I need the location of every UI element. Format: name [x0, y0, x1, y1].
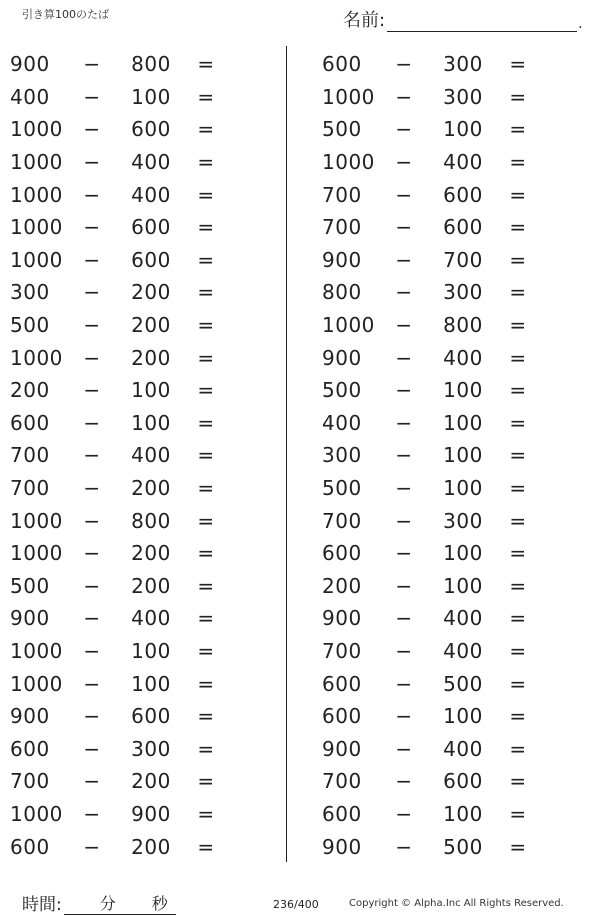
problem-row — [10, 798, 232, 831]
minus-sign: − — [395, 182, 413, 207]
equals-sign: = — [197, 736, 215, 761]
equals-sign: = — [509, 671, 527, 696]
problem-row — [322, 309, 544, 342]
minuend: 200 — [10, 378, 50, 403]
problem-row — [10, 276, 232, 309]
minus-sign: − — [83, 508, 101, 533]
subtrahend: 100 — [443, 801, 483, 826]
minuend: 1000 — [322, 313, 375, 338]
subtrahend: 700 — [443, 247, 483, 272]
minuend: 500 — [10, 313, 50, 338]
equals-sign: = — [509, 345, 527, 370]
equals-sign: = — [509, 736, 527, 761]
equals-sign: = — [509, 150, 527, 175]
minuend: 1000 — [10, 801, 63, 826]
minus-sign: − — [83, 476, 101, 501]
subtrahend: 100 — [131, 638, 171, 663]
problem-row — [10, 667, 232, 700]
subtrahend: 400 — [131, 606, 171, 631]
subtrahend: 900 — [131, 801, 171, 826]
problem-row — [10, 700, 232, 733]
minuend: 500 — [322, 117, 362, 142]
equals-sign: = — [197, 345, 215, 370]
minuend: 1000 — [10, 345, 63, 370]
problem-row — [322, 635, 544, 668]
equals-sign: = — [509, 541, 527, 566]
minuend: 1000 — [10, 247, 63, 272]
name-label: 名前: — [343, 10, 386, 31]
minus-sign: − — [83, 150, 101, 175]
minuend: 900 — [322, 606, 362, 631]
name-end-dot: . — [578, 16, 583, 32]
minuend: 800 — [322, 280, 362, 305]
minus-sign: − — [83, 443, 101, 468]
subtrahend: 100 — [131, 378, 171, 403]
problem-row — [322, 407, 544, 440]
seconds-unit: 秒 — [151, 894, 168, 913]
equals-sign: = — [197, 476, 215, 501]
equals-sign: = — [197, 215, 215, 240]
problem-row — [10, 244, 232, 277]
subtrahend: 100 — [443, 476, 483, 501]
minuend: 600 — [322, 52, 362, 77]
equals-sign: = — [197, 117, 215, 142]
minuend: 600 — [322, 671, 362, 696]
equals-sign: = — [509, 182, 527, 207]
subtrahend: 300 — [443, 84, 483, 109]
minuend: 1000 — [322, 84, 375, 109]
subtrahend: 200 — [131, 313, 171, 338]
minus-sign: − — [83, 541, 101, 566]
problem-row — [322, 374, 544, 407]
equals-sign: = — [197, 443, 215, 468]
minuend: 500 — [10, 573, 50, 598]
equals-sign: = — [197, 84, 215, 109]
problem-row — [322, 113, 544, 146]
equals-sign: = — [197, 801, 215, 826]
minuend: 1000 — [10, 215, 63, 240]
subtrahend: 100 — [443, 117, 483, 142]
problem-row — [322, 276, 544, 309]
equals-sign: = — [197, 410, 215, 435]
equals-sign: = — [509, 834, 527, 859]
minuend: 600 — [322, 541, 362, 566]
minuend: 300 — [10, 280, 50, 305]
problem-row — [10, 81, 232, 114]
name-blank[interactable] — [387, 11, 577, 32]
subtrahend: 200 — [131, 476, 171, 501]
minuend: 700 — [322, 769, 362, 794]
minuend: 700 — [10, 769, 50, 794]
subtrahend: 300 — [131, 736, 171, 761]
equals-sign: = — [509, 508, 527, 533]
minuend: 1000 — [10, 541, 63, 566]
minus-sign: − — [83, 410, 101, 435]
subtrahend: 600 — [131, 215, 171, 240]
problem-row — [322, 48, 544, 81]
minus-sign: − — [83, 606, 101, 631]
subtrahend: 600 — [131, 247, 171, 272]
minuend: 600 — [322, 704, 362, 729]
minuend: 1000 — [10, 150, 63, 175]
minus-sign: − — [395, 345, 413, 370]
minus-sign: − — [83, 345, 101, 370]
problem-row — [10, 570, 232, 603]
minuend: 700 — [322, 638, 362, 663]
minus-sign: − — [395, 215, 413, 240]
problem-row — [10, 374, 232, 407]
subtrahend: 100 — [131, 671, 171, 696]
equals-sign: = — [509, 52, 527, 77]
problem-row — [322, 570, 544, 603]
equals-sign: = — [197, 606, 215, 631]
subtrahend: 400 — [131, 182, 171, 207]
right-problem-column — [322, 48, 544, 863]
subtrahend: 200 — [131, 769, 171, 794]
subtrahend: 300 — [443, 52, 483, 77]
subtrahend: 200 — [131, 834, 171, 859]
page-number: 236/400 — [273, 898, 319, 911]
minus-sign: − — [395, 150, 413, 175]
equals-sign: = — [509, 215, 527, 240]
equals-sign: = — [509, 280, 527, 305]
minuend: 700 — [10, 443, 50, 468]
problem-row — [322, 504, 544, 537]
minuend: 1000 — [10, 182, 63, 207]
problem-row — [10, 113, 232, 146]
minuend: 500 — [322, 378, 362, 403]
time-label: 時間: — [22, 895, 62, 915]
minus-sign: − — [395, 280, 413, 305]
equals-sign: = — [509, 410, 527, 435]
minuend: 900 — [322, 345, 362, 370]
problem-row — [322, 537, 544, 570]
equals-sign: = — [509, 638, 527, 663]
subtrahend: 200 — [131, 573, 171, 598]
column-divider — [286, 46, 287, 862]
subtrahend: 800 — [131, 508, 171, 533]
problem-row — [322, 211, 544, 244]
minus-sign: − — [395, 313, 413, 338]
problem-row — [10, 635, 232, 668]
minus-sign: − — [395, 84, 413, 109]
minus-sign: − — [83, 704, 101, 729]
problem-row — [10, 765, 232, 798]
equals-sign: = — [509, 378, 527, 403]
subtrahend: 400 — [131, 150, 171, 175]
equals-sign: = — [197, 378, 215, 403]
minus-sign: − — [83, 834, 101, 859]
minus-sign: − — [395, 508, 413, 533]
minus-sign: − — [83, 84, 101, 109]
minus-sign: − — [395, 541, 413, 566]
minus-sign: − — [395, 573, 413, 598]
minus-sign: − — [83, 769, 101, 794]
equals-sign: = — [509, 704, 527, 729]
minuend: 900 — [322, 834, 362, 859]
subtrahend: 100 — [443, 443, 483, 468]
time-field — [22, 890, 176, 915]
minus-sign: − — [83, 117, 101, 142]
minus-sign: − — [83, 736, 101, 761]
subtrahend: 100 — [443, 378, 483, 403]
equals-sign: = — [509, 606, 527, 631]
subtrahend: 500 — [443, 834, 483, 859]
subtrahend: 200 — [131, 280, 171, 305]
problem-row — [10, 211, 232, 244]
problem-row — [10, 341, 232, 374]
minuend: 900 — [10, 606, 50, 631]
minuend: 900 — [10, 52, 50, 77]
minus-sign: − — [395, 117, 413, 142]
problem-row — [10, 48, 232, 81]
equals-sign: = — [197, 150, 215, 175]
minutes-unit: 分 — [99, 894, 116, 913]
problem-row — [322, 472, 544, 505]
problem-row — [10, 178, 232, 211]
problem-row — [322, 700, 544, 733]
minuend: 600 — [10, 834, 50, 859]
minus-sign: − — [83, 378, 101, 403]
problem-row — [10, 602, 232, 635]
subtrahend: 600 — [131, 704, 171, 729]
problem-row — [322, 146, 544, 179]
subtrahend: 100 — [443, 573, 483, 598]
name-field — [343, 6, 583, 32]
minus-sign: − — [395, 704, 413, 729]
minuend: 400 — [10, 84, 50, 109]
minuend: 700 — [322, 215, 362, 240]
minus-sign: − — [395, 247, 413, 272]
minuend: 400 — [322, 410, 362, 435]
equals-sign: = — [509, 84, 527, 109]
problem-row — [10, 309, 232, 342]
problem-row — [10, 146, 232, 179]
equals-sign: = — [197, 182, 215, 207]
subtrahend: 200 — [131, 541, 171, 566]
equals-sign: = — [509, 313, 527, 338]
minus-sign: − — [83, 671, 101, 696]
subtrahend: 600 — [443, 215, 483, 240]
equals-sign: = — [197, 313, 215, 338]
equals-sign: = — [509, 443, 527, 468]
copyright-notice: Copyright © Alpha.Inc All Rights Reserved. — [349, 898, 564, 909]
problem-row — [10, 504, 232, 537]
subtrahend: 100 — [131, 84, 171, 109]
minuend: 900 — [10, 704, 50, 729]
problem-row — [322, 244, 544, 277]
equals-sign: = — [197, 541, 215, 566]
equals-sign: = — [197, 52, 215, 77]
minuend: 600 — [10, 410, 50, 435]
problem-row — [322, 798, 544, 831]
minus-sign: − — [395, 736, 413, 761]
minus-sign: − — [83, 215, 101, 240]
equals-sign: = — [197, 280, 215, 305]
subtrahend: 500 — [443, 671, 483, 696]
problem-row — [322, 178, 544, 211]
equals-sign: = — [509, 247, 527, 272]
subtrahend: 800 — [443, 313, 483, 338]
subtrahend: 400 — [131, 443, 171, 468]
minuend: 500 — [322, 476, 362, 501]
subtrahend: 600 — [131, 117, 171, 142]
minuend: 700 — [322, 508, 362, 533]
equals-sign: = — [509, 801, 527, 826]
problem-row — [10, 732, 232, 765]
minus-sign: − — [395, 801, 413, 826]
subtrahend: 100 — [131, 410, 171, 435]
equals-sign: = — [197, 508, 215, 533]
minuend: 900 — [322, 736, 362, 761]
problem-row — [322, 439, 544, 472]
equals-sign: = — [509, 476, 527, 501]
equals-sign: = — [509, 573, 527, 598]
subtrahend: 100 — [443, 541, 483, 566]
minus-sign: − — [395, 606, 413, 631]
problem-row — [10, 537, 232, 570]
equals-sign: = — [509, 769, 527, 794]
minuend: 1000 — [10, 671, 63, 696]
minus-sign: − — [83, 801, 101, 826]
minuend: 1000 — [322, 150, 375, 175]
subtrahend: 400 — [443, 736, 483, 761]
minuend: 600 — [10, 736, 50, 761]
subtrahend: 600 — [443, 182, 483, 207]
minus-sign: − — [395, 378, 413, 403]
minus-sign: − — [83, 313, 101, 338]
subtrahend: 400 — [443, 150, 483, 175]
problem-row — [10, 407, 232, 440]
problem-row — [322, 732, 544, 765]
worksheet-title: 引き算100のたば — [22, 8, 109, 21]
subtrahend: 100 — [443, 704, 483, 729]
minus-sign: − — [395, 834, 413, 859]
subtrahend: 600 — [443, 769, 483, 794]
minuend: 700 — [322, 182, 362, 207]
problem-row — [322, 667, 544, 700]
minus-sign: − — [83, 182, 101, 207]
equals-sign: = — [509, 117, 527, 142]
minuend: 600 — [322, 801, 362, 826]
subtrahend: 400 — [443, 345, 483, 370]
left-problem-column — [10, 48, 232, 863]
minus-sign: − — [395, 671, 413, 696]
minus-sign: − — [83, 52, 101, 77]
minuend: 900 — [322, 247, 362, 272]
subtrahend: 200 — [131, 345, 171, 370]
minuend: 1000 — [10, 638, 63, 663]
minus-sign: − — [395, 52, 413, 77]
minus-sign: − — [395, 443, 413, 468]
equals-sign: = — [197, 671, 215, 696]
equals-sign: = — [197, 638, 215, 663]
time-blank[interactable] — [64, 894, 176, 915]
minuend: 200 — [322, 573, 362, 598]
equals-sign: = — [197, 834, 215, 859]
minuend: 1000 — [10, 117, 63, 142]
problem-row — [322, 765, 544, 798]
minus-sign: − — [395, 476, 413, 501]
minus-sign: − — [395, 410, 413, 435]
minuend: 1000 — [10, 508, 63, 533]
minus-sign: − — [83, 280, 101, 305]
equals-sign: = — [197, 769, 215, 794]
problem-row — [322, 830, 544, 863]
equals-sign: = — [197, 247, 215, 272]
subtrahend: 100 — [443, 410, 483, 435]
minus-sign: − — [395, 638, 413, 663]
problem-row — [10, 472, 232, 505]
minus-sign: − — [83, 573, 101, 598]
equals-sign: = — [197, 704, 215, 729]
problem-row — [322, 81, 544, 114]
problem-row — [10, 830, 232, 863]
problem-row — [322, 341, 544, 374]
problem-row — [322, 602, 544, 635]
subtrahend: 800 — [131, 52, 171, 77]
minuend: 700 — [10, 476, 50, 501]
minus-sign: − — [83, 638, 101, 663]
minus-sign: − — [395, 769, 413, 794]
equals-sign: = — [197, 573, 215, 598]
subtrahend: 400 — [443, 638, 483, 663]
subtrahend: 400 — [443, 606, 483, 631]
subtrahend: 300 — [443, 280, 483, 305]
subtrahend: 300 — [443, 508, 483, 533]
problem-row — [10, 439, 232, 472]
minuend: 300 — [322, 443, 362, 468]
minus-sign: − — [83, 247, 101, 272]
